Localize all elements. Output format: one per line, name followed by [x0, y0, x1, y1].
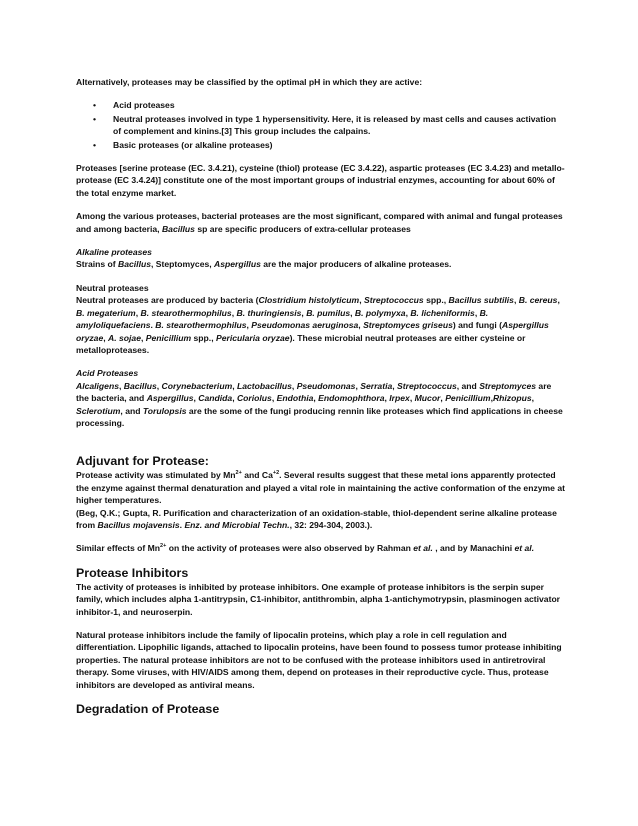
- text-run: ,: [409, 393, 415, 404]
- inhibitors-paragraph-1: The activity of proteases is inhibited by protease inhibitors. One example of protease inhibitors is the serpin super family, which includes alpha 1-antitrypsin, C1-inhibitor, antithrombin, alpha 1-antichymotrypsin, plasminogen activator inhibitor-1, and neuroserpin.: [76, 581, 561, 617]
- species-name: Aspergillus oryzae: [76, 320, 549, 343]
- text-run: , and: [120, 405, 143, 416]
- text-run: ,: [490, 393, 493, 404]
- neutral-section: [76, 282, 566, 356]
- species-name: B. stearothermophilus: [155, 320, 247, 331]
- species-name: Irpex: [389, 393, 410, 404]
- species-name: Penicillium: [445, 393, 491, 404]
- text-run: are the some of the fungi producing rennin like proteases which find applications in cheese processing.: [76, 405, 563, 428]
- species-name: B. megaterium: [76, 307, 136, 318]
- text-run: spp.,: [423, 295, 449, 306]
- species-name: B. thuringiensis: [236, 307, 302, 318]
- species-name: Rhizopus: [492, 393, 532, 404]
- alkaline-text: Strains of Bacillus, Steptomyces, Aspergillus are the major producers of alkaline proteases.: [76, 259, 452, 270]
- inhibitors-paragraph-2: Natural protease inhibitors include the family of lipocalin proteins, which play a role in cell regulation and differentiation. Lipophilic ligands, attached to lipocalin proteins, have been found to possess tumor protease inhibiting properties. The natural protease inhibitors are not to be confused with the protease inhibitors used in antiretroviral therapy. Some viruses, with HIV/AIDS among them, depend on proteases in their reproductive cycle. Thus, protease inhibitors are developed as antiviral means.: [76, 630, 562, 690]
- species-name: B. licheniformis: [410, 307, 475, 318]
- text-run: ,: [103, 332, 109, 343]
- text-run: ,: [392, 380, 398, 391]
- text-run: ,: [355, 380, 361, 391]
- species-name: Pseudomonas: [296, 380, 356, 391]
- species-name: Endothia: [276, 393, 314, 404]
- species-name: Lactobacillus: [237, 380, 292, 391]
- species-name: Penicillium: [145, 332, 192, 343]
- adjuvant-heading: Adjuvant for Protease:: [76, 454, 209, 469]
- neutral-title: Neutral proteases: [76, 282, 149, 293]
- text-run: ,: [359, 295, 364, 306]
- degradation-heading: Degradation of Protease: [76, 702, 220, 717]
- inhibitors-heading: Protease Inhibitors: [76, 565, 189, 580]
- text-run: ,: [246, 320, 252, 331]
- species-name: Clostridium histolyticum: [258, 295, 360, 306]
- text-run: ,: [384, 393, 390, 404]
- text-run: ,: [156, 380, 162, 391]
- text-run: ,: [301, 307, 307, 318]
- text-run: ,: [405, 307, 411, 318]
- bacterial-proteases-paragraph: Among the various proteases, bacterial proteases are the most significant, compared with animal and fungal proteases and among bacteria, Bacillus sp are specific producers of extra-cellular proteases: [76, 211, 563, 234]
- ph-class-list: [76, 99, 566, 151]
- text-run: ,: [358, 320, 364, 331]
- bullet-icon: •: [93, 113, 97, 124]
- species-name: Aspergillus: [146, 393, 194, 404]
- alkaline-title: Alkaline proteases: [76, 247, 152, 258]
- species-name: Alcaligens: [76, 380, 119, 391]
- text-run: ,: [350, 307, 355, 318]
- text-run: ,: [140, 332, 146, 343]
- text-run: ,: [119, 380, 124, 391]
- species-name: Serratia: [360, 380, 393, 391]
- text-run: ,: [135, 307, 141, 318]
- text-run: ,: [440, 393, 446, 404]
- species-name: Coriolus: [236, 393, 272, 404]
- text-run: ,: [531, 393, 535, 404]
- species-name: Corynebacterium: [161, 380, 233, 391]
- text-run: ,: [557, 295, 560, 306]
- species-name: Streptococcus: [363, 295, 424, 306]
- species-name: Torulopsis: [142, 405, 187, 416]
- species-name: Pseudomonas aeruginosa: [251, 320, 359, 331]
- species-name: B. stearothermophilus: [140, 307, 232, 318]
- text-run: ) and fungi (: [452, 320, 503, 331]
- text-run: ,: [231, 307, 237, 318]
- species-name: Bacillus: [123, 380, 157, 391]
- species-name: Endomophthora: [318, 393, 385, 404]
- text-run: .: [150, 320, 156, 331]
- species-name: A. sojae: [108, 332, 141, 343]
- text-run: Neutral proteases are produced by bacteria (: [76, 295, 259, 306]
- acid-text: [76, 381, 563, 428]
- intro-paragraph: Alternatively, proteases may be classified by the optimal pH in which they are active:: [76, 77, 423, 87]
- text-run: spp.,: [191, 332, 216, 343]
- species-name: Streptococcus: [397, 380, 457, 391]
- acid-section: [76, 367, 566, 429]
- species-name: Bacillus subtilis: [448, 295, 514, 306]
- text-run: ,: [513, 295, 519, 306]
- text-run: ,: [474, 307, 480, 318]
- text-run: ,: [232, 380, 237, 391]
- bullet-icon: •: [93, 100, 97, 111]
- similar-effects-paragraph: Similar effects of $Mn^{2+}$ on the activity of proteases were also observed by Rahman et al. , and by Manachini et al.: [76, 543, 535, 554]
- list-item: • Acid proteases: [93, 100, 175, 111]
- text-run: ). These microbial neutral proteases are either cysteine or metalloproteases.: [76, 332, 526, 355]
- species-name: B. amyloliquefaciens: [76, 307, 489, 331]
- list-item: • Neutral proteases involved in type 1 hypersensitivity. Here, it is released by mast cells and causes activation of complement and kinins.[3] This group includes the calpains.: [93, 113, 557, 137]
- text-run: ,: [232, 393, 237, 404]
- adjuvant-paragraph: Protease activity was stimulated by $Mn^{2+}$ and $Ca^{+2}$. Several results suggest that these metal ions apparently protected the enzyme against thermal denaturation and played a vital role in maintaining the active conformation of the enzyme at higher temperatures. (Beg, Q.K.; Gupta, R. Purification and characterization of an oxidation-stable, thiol-dependent serine alkaline protease from Bacillus mojavensis. Enz. and Microbial Techn., 32: 294-304, 2003.).: [76, 470, 565, 530]
- neutral-text: [76, 295, 560, 355]
- acid-title: Acid Proteases: [76, 368, 139, 379]
- bullet-icon: •: [93, 139, 97, 150]
- list-item: • Basic proteases (or alkaline proteases): [93, 139, 273, 150]
- alkaline-section: [76, 246, 566, 271]
- species-name: B. pumilus: [306, 307, 351, 318]
- text-run: ,: [313, 393, 319, 404]
- species-name: Candida: [198, 393, 233, 404]
- species-name: Mucor: [414, 393, 441, 404]
- text-run: ,: [193, 393, 199, 404]
- species-name: Streptomyces griseus: [363, 320, 453, 331]
- protease-classes-paragraph: Proteases [serine protease (EC. 3.4.21), cysteine (thiol) protease (EC 3.4.22), aspartic proteases (EC 3.4.23) and metallo-protease (EC 3.4.24)] constitute one of the most important groups of industrial enzymes, accounting for about 60% of the total enzyme market.: [76, 163, 565, 198]
- species-name: Sclerotium: [76, 405, 121, 416]
- text-run: ,: [271, 393, 277, 404]
- text-run: , and: [456, 380, 480, 391]
- text-run: ,: [291, 380, 297, 391]
- species-name: B. cereus: [518, 295, 558, 306]
- species-name: Pericularia oryzae: [215, 332, 290, 343]
- species-name: Streptomyces: [479, 380, 537, 391]
- species-name: B. polymyxa: [354, 307, 406, 318]
- text-run: are the bacteria, and: [76, 380, 552, 404]
